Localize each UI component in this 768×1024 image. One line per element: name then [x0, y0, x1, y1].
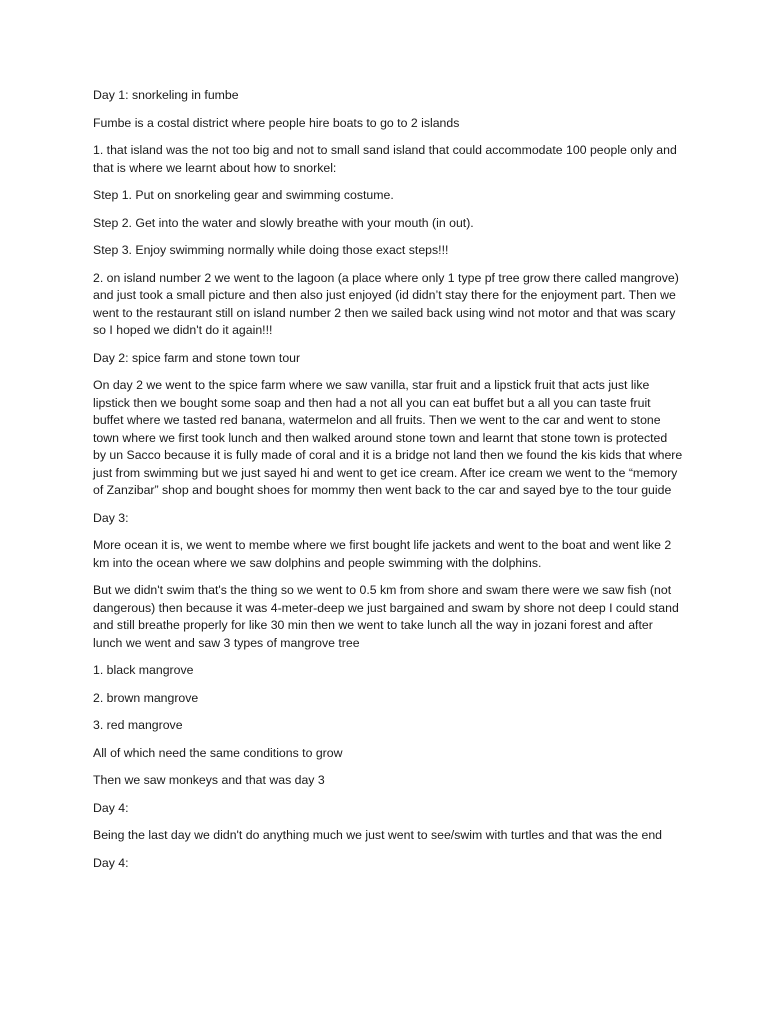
day1-heading: Day 1: snorkeling in fumbe [93, 88, 239, 102]
list-item-red-mangrove: 3. red mangrove [93, 718, 183, 732]
list-item-black-mangrove: 1. black mangrove [93, 663, 194, 677]
paragraph-day3-swim: But we didn't swim that's the thing so we went to 0.5 km from shore and swam there were we saw fish (not dangerous) then because it was 4-meter-deep we just bargained and swam by shore not deep I could stand and still breathe properly for like 30 min then we went to take lunch all the way in jozani forest and after lunch we went and saw 3 types of mangrove tree [93, 583, 679, 650]
paragraph-step-2: Step 2. Get into the water and slowly breathe with your mouth (in out). [93, 215, 474, 230]
day3-heading: Day 3: [93, 510, 129, 525]
paragraph-day4-body: Being the last day we didn't do anything much we just went to see/swim with turtles and that was the end [93, 828, 663, 842]
paragraph-island-one: 1. that island was the not too big and not to small sand island that could accommodate 100 people only and that is where we learnt about how to snorkel: [93, 143, 677, 175]
day2-heading: Day 2: spice farm and stone town tour [93, 350, 301, 365]
paragraph-mangrove-conditions: All of which need the same conditions to grow [93, 745, 343, 760]
document-body [93, 87, 683, 882]
paragraph-day3-ocean: More ocean it is, we went to membe where we first bought life jackets and went to the boat and went like 2 km into the ocean where we saw dolphins and people swimming with the dolphins. [93, 538, 672, 570]
paragraph-island-two: 2. on island number 2 we went to the lagoon (a place where only 1 type pf tree grow there called mangrove) and just took a small picture and then also just enjoyed (id didn’t stay there for the enjoyment part. Then we went to the restaurant still on island number 2 then we sailed back using wind not motor and that was scary so I hoped we didn't do it again!!! [93, 270, 679, 337]
paragraph-day2-body: On day 2 we went to the spice farm where we saw vanilla, star fruit and a lipstick fruit that acts just like lipstick then we bought some soap and then had a not all you can eat buffet but a all you can taste fruit buffet where we tasted red banana, watermelon and all fruits. Then we went to the car and went to stone town where we first took lunch and then walked around stone town and learnt that stone town is protected by un Sacco because it is fully made of coral and it is a bridge not land then we found the kis kids that where just from swimming but we just sayed hi and went to get ice cream. After ice cream we went to the “memory of Zanzibar” shop and bought shoes for mommy then went back to the car and sayed bye to the tour guide [93, 378, 683, 497]
day4-heading: Day 4: [93, 800, 129, 815]
list-item-brown-mangrove: 2. brown mangrove [93, 690, 199, 705]
paragraph-monkeys: Then we saw monkeys and that was day 3 [93, 773, 325, 787]
paragraph-step-1: Step 1. Put on snorkeling gear and swimming costume. [93, 188, 394, 202]
paragraph-step-3: Step 3. Enjoy swimming normally while doing those exact steps!!! [93, 243, 449, 257]
day4-heading-repeat: Day 4: [93, 855, 129, 870]
paragraph-fumbe-intro: Fumbe is a costal district where people hire boats to go to 2 islands [93, 115, 460, 130]
